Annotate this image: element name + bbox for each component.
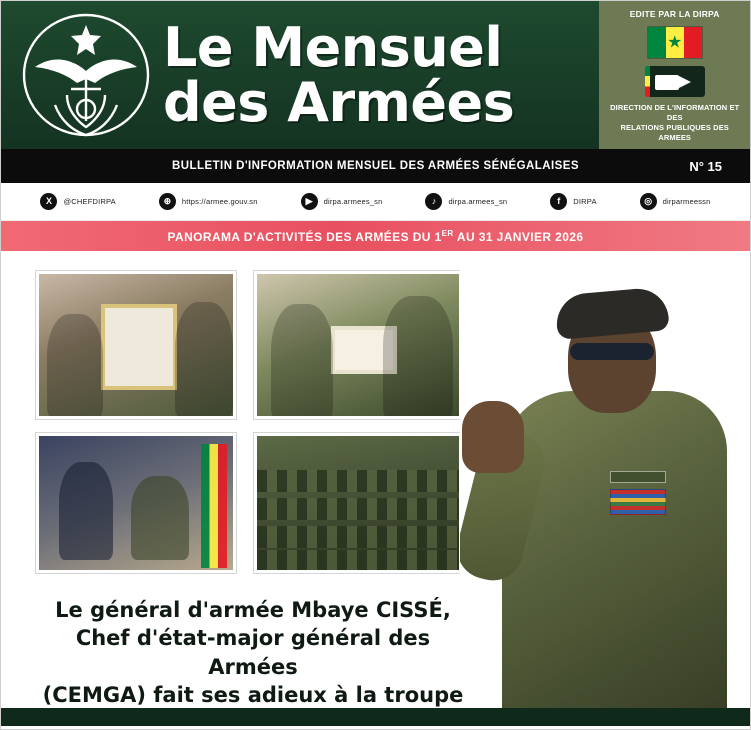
social-links-bar	[1, 183, 750, 221]
headline-line-2: Chef d'état-major général des Armées	[75, 626, 431, 679]
panorama-banner	[1, 221, 750, 251]
globe-icon: ⊕	[159, 193, 176, 210]
social-link-youtube[interactable]	[301, 193, 383, 210]
title-line-2: des Armées	[163, 71, 515, 134]
bulletin-subtitle-text: BULLETIN D'INFORMATION MENSUEL DES ARMÉES SÉNÉGALAISES	[172, 160, 579, 172]
photo-grid	[36, 271, 466, 587]
social-handle-website: https://armee.gouv.sn	[181, 197, 258, 206]
senegal-flag-icon: ★	[647, 26, 703, 59]
social-handle-instagram: dirparmeessn	[662, 197, 711, 206]
masthead-left	[1, 1, 599, 149]
social-link-facebook[interactable]	[550, 193, 596, 210]
department-line-2: RELATIONS PUBLIQUES DES ARMEES	[620, 122, 729, 142]
social-handle-tiktok: dirpa.armees_sn	[448, 197, 508, 206]
social-link-website[interactable]	[159, 193, 258, 210]
social-handle-x: @CHEFDIRPA	[63, 197, 116, 206]
facebook-icon: f	[550, 193, 567, 210]
photo-award-ceremony-framed-plaque[interactable]	[36, 271, 236, 419]
social-handle-youtube: dirpa.armees_sn	[323, 197, 383, 206]
department-line-1: DIRECTION DE L'INFORMATION ET DES	[610, 102, 740, 122]
social-link-tiktok[interactable]	[425, 193, 507, 210]
photo-officers-trophy-handover[interactable]	[254, 271, 462, 419]
panorama-prefix: PANORAMA D'ACTIVITÉS DES ARMÉES DU 1	[167, 229, 442, 244]
masthead-right-panel	[599, 1, 750, 149]
panorama-suffix: AU 31 JANVIER 2026	[453, 229, 584, 244]
youtube-icon: ▶	[301, 193, 318, 210]
cover-body	[1, 251, 750, 726]
senegalese-armed-forces-emblem-icon	[15, 9, 157, 141]
social-link-x[interactable]	[40, 193, 115, 210]
dirpa-logo-icon	[645, 66, 705, 97]
instagram-icon: ◎	[640, 193, 657, 210]
cover-headline	[33, 596, 473, 709]
social-link-instagram[interactable]	[640, 193, 711, 210]
photo-troops-formation-parade[interactable]	[254, 433, 462, 573]
panorama-superscript: ER	[441, 228, 454, 238]
title-line-1: Le Mensuel	[163, 15, 503, 79]
photo-row-top	[36, 271, 466, 419]
issue-prefix: N°	[689, 158, 704, 174]
headline-line-3: (CEMGA) fait ses adieux à la troupe	[42, 683, 464, 708]
x-twitter-icon: X	[40, 193, 57, 210]
photo-officer-desk-senegal-flag[interactable]	[36, 433, 236, 573]
photo-general-mbaye-cisse-waving[interactable]	[460, 251, 750, 726]
masthead	[1, 1, 750, 149]
social-handle-facebook: DIRPA	[573, 197, 597, 206]
issue-number	[689, 159, 722, 174]
edited-by-label: EDITE PAR LA DIRPA	[629, 9, 720, 19]
masthead-title	[163, 15, 515, 134]
bulletin-subtitle-bar	[1, 149, 750, 183]
photo-row-bottom	[36, 433, 466, 573]
panorama-banner-text	[168, 229, 584, 244]
issue-value: 15	[707, 158, 722, 174]
tiktok-icon: ♪	[425, 193, 442, 210]
bottom-strip	[1, 708, 750, 726]
headline-line-1: Le général d'armée Mbaye CISSÉ,	[55, 598, 451, 622]
